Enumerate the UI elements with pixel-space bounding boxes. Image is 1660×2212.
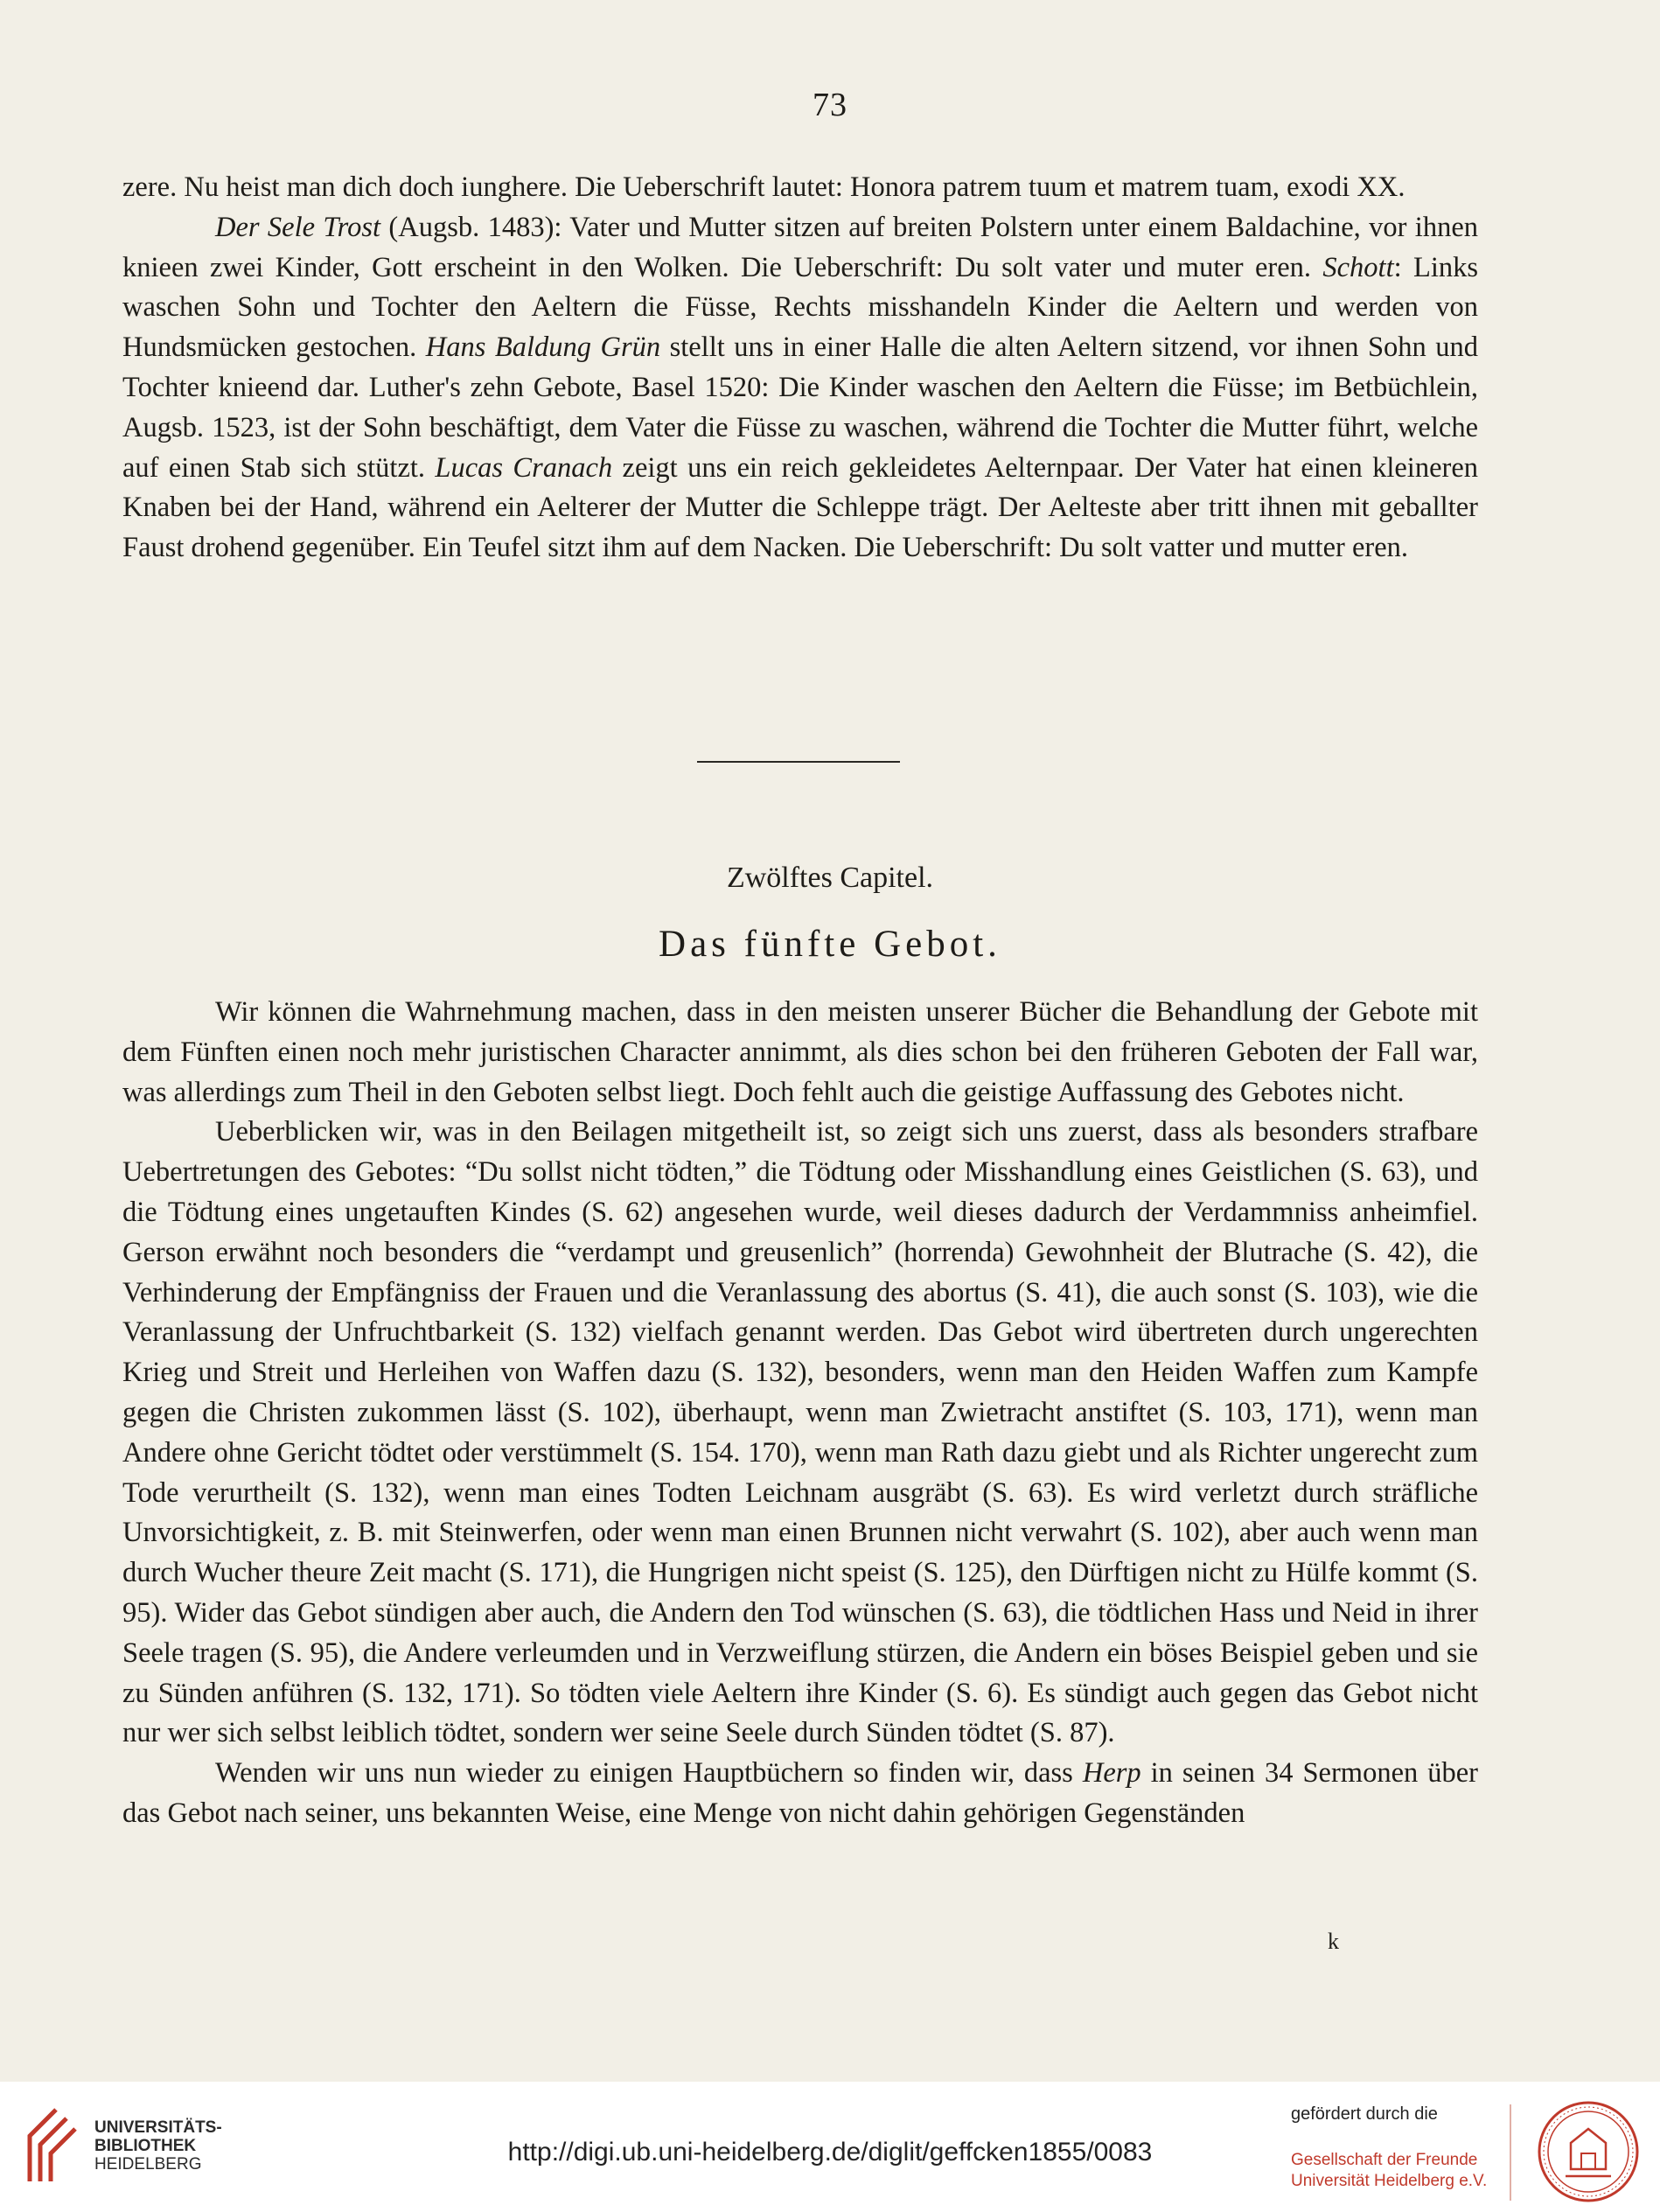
paragraph-text: (Augsb. 1483): Vater und Mutter sitzen auf breiten Polstern unter einem Baldachine, vor ihnen knieen zwei Kinder, Gott erscheint in den Wolken. Die Ueberschrift: Du solt vater und muter eren.: [122, 211, 1478, 283]
digitization-footer: [0, 2082, 1660, 2212]
sponsor-name-line: Universität Heidelberg e.V.: [1291, 2172, 1488, 2190]
chapter-title: Das fünfte Gebot.: [659, 924, 1001, 965]
library-name-line: HEIDELBERG: [94, 2155, 202, 2174]
page-number: 73: [813, 87, 847, 123]
library-name-line: UNIVERSITÄTS-: [94, 2118, 222, 2137]
paragraph: [122, 208, 1478, 569]
artist-name: Hans Baldung Grün: [425, 331, 661, 364]
text-block-top: [122, 168, 1478, 569]
sponsor-divider: [1510, 2104, 1511, 2201]
sponsor-name-line: Gesellschaft der Freunde: [1291, 2151, 1478, 2169]
paragraph: Wir können die Wahrnehmung machen, dass in den meisten unserer Bücher die Behandlung der Gebote mit dem Fünften einen noch mehr juristischen Character annimmt, als dies schon bei den früheren Geboten der Fall war, was allerdings zum Theil in den Geboten selbst liegt. Doch fehlt auch die geistige Auffassung des Gebotes nicht.: [122, 996, 1478, 1108]
paragraph: Ueberblicken wir, was in den Beilagen mitgetheilt ist, so zeigt sich uns zuerst, dass als besonders strafbare Uebertretungen des Gebotes: “Du sollst nicht tödten,” die Tödtung oder Misshandlung eines Geistlichen (S. 63), und die Tödtung eines ungetauften Kindes (S. 62) angesehen wurde, weil dieses dadurch der Verdammniss anheimfiel. Gerson erwähnt noch besonders die “verdampt und greusenlich” (horrenda) Gewohnheit der Blutrache (S. 42), die Verhinderung der Empfängniss der Frauen und die Veranlassung des abortus (S. 41), die auch sonst (S. 103), wie die Veranlassung der Unfruchtbarkeit (S. 132) vielfach genannt werden. Das Gebot wird übertreten durch ungerechten Krieg und Streit und Herleihen von Waffen dazu (S. 132), besonders, wenn man den Heiden Waffen zum Kampfe gegen die Christen zukommen lässt (S. 102), überhaupt, wenn man Zwietracht anstiftet (S. 103, 171), wenn man Andere ohne Gericht tödtet oder verstümmelt (S. 154. 170), wenn man Rath dazu giebt und als Richter ungerecht zum Tode verurtheilt (S. 132), wenn man eines Todten Leichnam ausgräbt (S. 63). Es wird verletzt durch sträfliche Unvorsichtigkeit, z. B. mit Steinwerfen, oder wenn man einen Brunnen nicht verwahrt (S. 102), aber auch wenn man durch Wucher theure Zeit macht (S. 171), die Hungrigen nicht speist (S. 125), den Dürftigen nicht zu Hülfe kommt (S. 95). Wider das Gebot sündigen aber auch, die Andern den Tod wünschen (S. 63), die tödtlichen Hass und Neid in ihrer Seele tragen (S. 95), die Andere verleumden und in Verzweiflung stürzen, die Andern ein böses Beispiel geben und sie zu Sünden anführen (S. 132, 171). So tödten viele Aeltern ihre Kinder (S. 6). Es sündigt auch gegen das Gebot nicht nur wer sich selbst leiblich tödtet, sondern wer seine Seele durch Sünden tödtet (S. 87).: [122, 1116, 1478, 1749]
text-block-chapter: [122, 993, 1478, 1834]
paragraph: zere. Nu heist man dich doch iunghere. Die Ueberschrift lautet: Honora patrem tuum et matrem tuam, exodi XX.: [122, 171, 1405, 203]
paragraph: [122, 1754, 1478, 1834]
artist-name: Lucas Cranach: [435, 451, 613, 484]
book-title: Der Sele Trost: [215, 211, 381, 243]
permalink-url[interactable]: http://digi.ub.uni-heidelberg.de/diglit/geffcken1855/0083: [507, 2138, 1153, 2167]
paragraph-text: stellt uns in einer Halle die alten Aeltern sitzend, vor ihnen Sohn und Tochter knieend dar. Luther's zehn Gebote, Basel 1520: Die Kinder waschen den Aeltern die Füsse; im Betbüchlein, Augsb. 1523, ist der Sohn beschäftigt, dem Vater die Füsse zu waschen, während die Tochter die Mutter führt, welche auf einen Stab sich stützt.: [122, 331, 1479, 484]
author-name: Herp: [1082, 1757, 1141, 1790]
paragraph-text: in seinen 34 Sermonen über das Gebot nach seiner, uns bekannten Weise, eine Menge von nicht dahin gehörigen Gegenständen: [122, 1757, 1478, 1829]
paragraph-text: Wenden wir uns nun wieder zu einigen Hauptbüchern so finden wir, dass: [215, 1757, 1083, 1790]
library-name-line: BIBLIOTHEK: [94, 2137, 197, 2155]
paragraph-text: : Links waschen Sohn und Tochter den Aeltern die Füsse, Rechts misshandeln Kinder die Aeltern und werden von Hundsmücken gestochen.: [122, 251, 1479, 364]
catchword: k: [1328, 1929, 1339, 1954]
university-seal-icon: [1536, 2099, 1641, 2204]
sponsor-note: gefördert durch die: [1291, 2104, 1438, 2124]
artist-name: Schott: [1322, 251, 1394, 283]
section-divider: [697, 761, 900, 763]
chapter-label: Zwölftes Capitel.: [726, 862, 934, 894]
sponsor-name: [1291, 2150, 1487, 2192]
paragraph-text: zeigt uns ein reich gekleidetes Aelternpaar. Der Vater hat einen kleineren Knaben bei der Hand, während ein Aelterer der Mutter die Schleppe trägt. Der Aelteste aber tritt ihnen mit geballter Faust drohend gegenüber. Ein Teufel sitzt ihm auf dem Nacken. Die Ueberschrift: Du solt vatter und mutter eren.: [122, 451, 1479, 564]
